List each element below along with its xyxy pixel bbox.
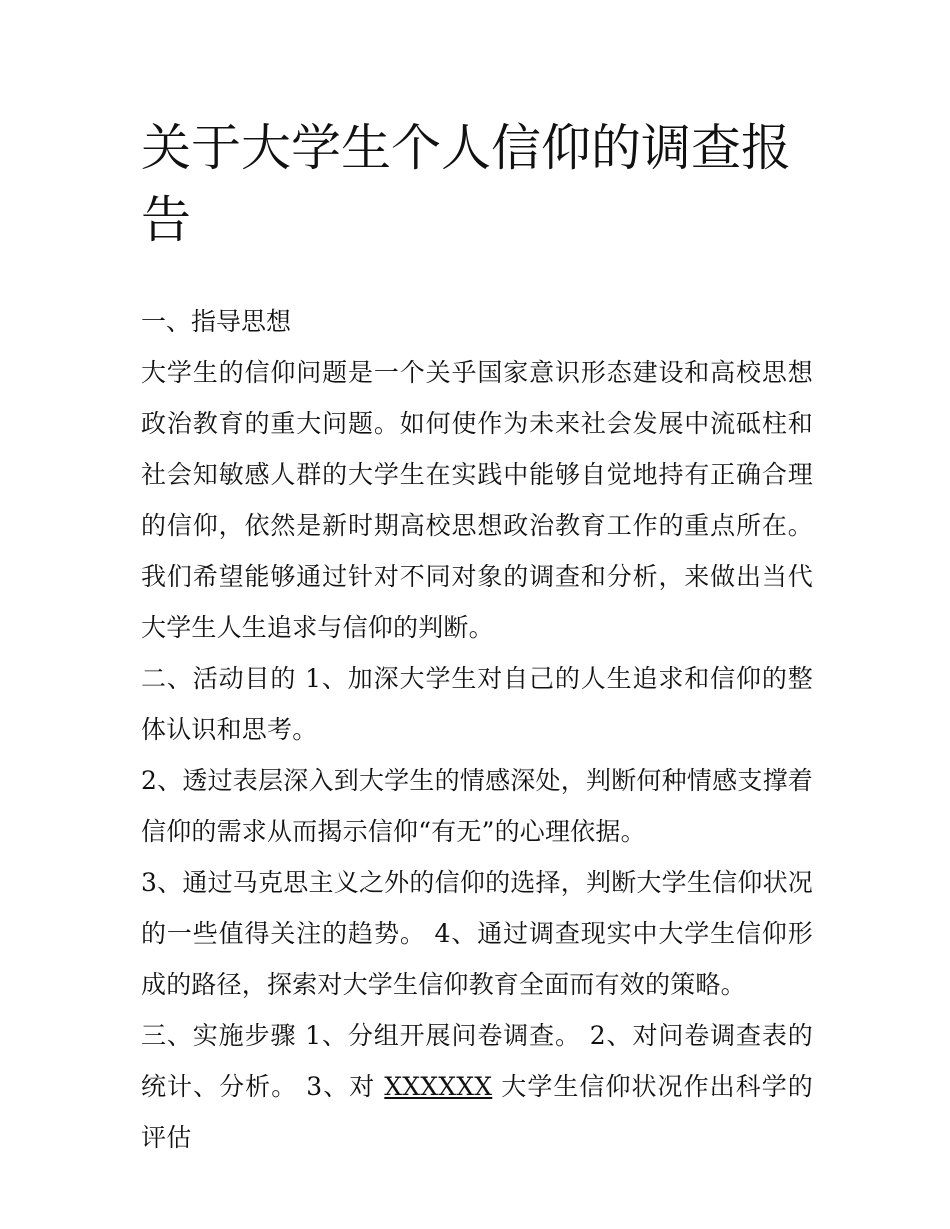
section-implementation-steps [141,1010,813,1163]
document-title: 关于大学生个人信仰的调查报告 [141,119,791,249]
section-3-prefix: 三、实施步骤 1、分组开展问卷调查。 2、对问卷调查表的统计、分析。 3、对 [141,1021,813,1101]
section-3-suffix: 大学生信仰状况作出科学的评估 [141,1072,813,1152]
section-guiding-ideology [141,296,813,653]
document-content [141,112,813,1163]
section-1-body: 大学生的信仰问题是一个关乎国家意识形态建设和高校思想政治教育的重大问题。如何使作为未来社会发展中流砥柱和社会知敏感人群的大学生在实践中能够自觉地持有正确合理的信仰，依然是新时期高校思想政治教育工作的重点所在。我们希望能够通过针对不同对象的调查和分析，来做出当代大学生人生追求与信仰的判断。 [141,358,813,642]
section-2-paragraph-2: 2、透过表层深入到大学生的情感深处，判断何种情感支撑着信仰的需求从而揭示信仰“有无”的心理依据。 [141,766,813,846]
section-3-paragraph [141,1010,813,1163]
section-2-paragraph-3: 3、通过马克思主义之外的信仰的选择，判断大学生信仰状况的一些值得关注的趋势。 4、通过调查现实中大学生信仰形成的路径，探索对大学生信仰教育全面而有效的策略。 [141,868,813,999]
section-2-paragraph-1: 二、活动目的 1、加深大学生对自己的人生追求和信仰的整体认识和思考。 [141,664,813,744]
section-activity-goals [141,653,813,1010]
section-3-placeholder: XXXXXX [384,1072,493,1101]
section-1-heading: 一、指导思想 [141,307,292,336]
